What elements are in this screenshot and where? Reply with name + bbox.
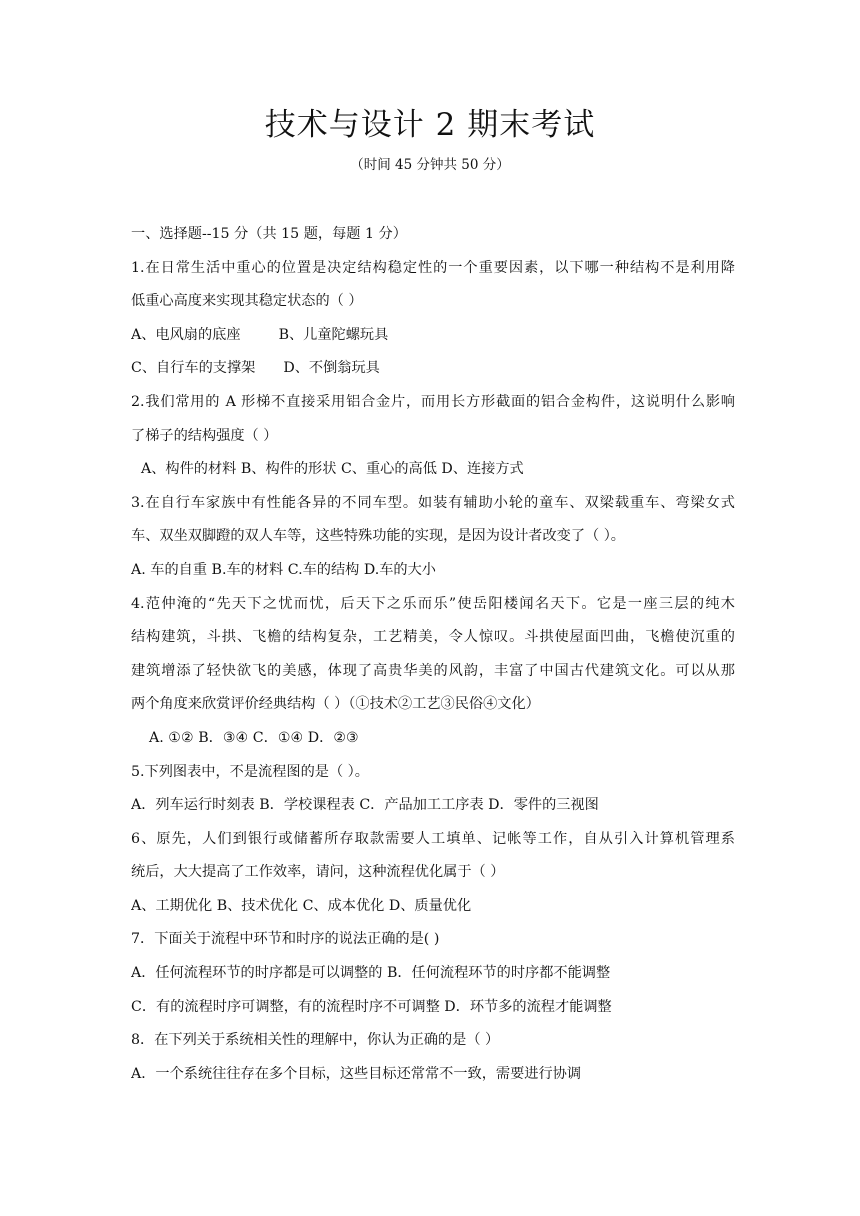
question-4-line-4: 两个角度来欣赏评价经典结构（ ）（①技术②工艺③民俗④文化） xyxy=(131,696,540,713)
question-2-options: A、构件的材料 B、构件的形状 C、重心的高低 D、连接方式 xyxy=(141,461,524,478)
question-8-line-1: 8．在下列关于系统相关性的理解中，你认为正确的是（ ） xyxy=(131,1032,500,1049)
question-4-line-2: 结构建筑，斗拱、飞檐的结构复杂，工艺精美，令人惊叹。斗拱使屋面凹曲，飞檐使沉重的 xyxy=(131,629,735,646)
question-7-line-1: 7．下面关于流程中环节和时序的说法正确的是( ) xyxy=(131,931,440,948)
question-5-line-1: 5.下列图表中，不是流程图的是（ ）。 xyxy=(131,763,369,780)
question-4-options: A. ①② B．③④ C．①④ D．②③ xyxy=(149,729,359,746)
question-5-options: A．列车运行时刻表 B．学校课程表 C．产品加工工序表 D．零件的三视图 xyxy=(131,797,599,814)
exam-subtitle: （时间 45 分钟共 50 分） xyxy=(350,157,510,173)
question-1-options-ab xyxy=(131,325,735,359)
question-1-option-b: B、儿童陀螺玩具 xyxy=(278,326,389,343)
question-6-options: A、工期优化 B、技术优化 C、成本优化 D、质量优化 xyxy=(131,897,472,914)
question-3-line-1: 3.在自行车家族中有性能各异的不同车型。如装有辅助小轮的童车、双梁载重车、弯梁女式 xyxy=(131,494,735,511)
section-heading: 一、选择题--15 分（共 15 题，每题 1 分） xyxy=(131,226,407,242)
question-3-options: A. 车的自重 B.车的材料 C.车的结构 D.车的大小 xyxy=(131,561,436,578)
question-6-line-1: 6、原先，人们到银行或储蓄所存取款需要人工填单、记帐等工作，自从引入计算机管理系 xyxy=(131,830,735,847)
question-4-line-1: 4.范仲淹的“先天下之忧而忧，后天下之乐而乐”使岳阳楼闻名天下。它是一座三层的纯木 xyxy=(131,595,735,612)
question-2-line-2: 了梯子的结构强度（ ） xyxy=(131,427,278,444)
question-1-option-d: D、不倒翁玩具 xyxy=(283,360,380,377)
question-1-option-c: C、自行车的支撑架 xyxy=(131,360,256,377)
question-7-options-ab: A．任何流程环节的时序都是可以调整的 B．任何流程环节的时序都不能调整 xyxy=(131,965,611,982)
question-8-option-a: A．一个系统往往存在多个目标，这些目标还常常不一致，需要进行协调 xyxy=(131,1065,582,1082)
question-3-line-2: 车、双坐双脚蹬的双人车等，这些特殊功能的实现，是因为设计者改变了（ ）。 xyxy=(131,528,625,545)
question-6-line-2: 统后，大大提高了工作效率，请问，这种流程优化属于（ ） xyxy=(131,864,505,881)
question-1-line-1: 1.在日常生活中重心的位置是决定结构稳定性的一个重要因素，以下哪一种结构不是利用降 xyxy=(131,259,735,276)
question-7-options-cd: C．有的流程时序可调整，有的流程时序不可调整 D．环节多的流程才能调整 xyxy=(131,998,612,1015)
question-1-options-cd xyxy=(131,358,735,392)
exam-body xyxy=(131,224,735,1097)
question-2-line-1: 2.我们常用的 A 形梯不直接采用铝合金片，而用长方形截面的铝合金构件，这说明什么影响 xyxy=(131,393,735,410)
question-1-option-a: A、电风扇的底座 xyxy=(131,326,241,343)
question-1-line-2: 低重心高度来实现其稳定状态的（ ） xyxy=(131,293,363,310)
question-4-line-3: 建筑增添了轻快欲飞的美感，体现了高贵华美的风韵，丰富了中国古代建筑文化。可以从那 xyxy=(131,662,735,679)
exam-title: 技术与设计 2 期末考试 xyxy=(264,107,596,143)
